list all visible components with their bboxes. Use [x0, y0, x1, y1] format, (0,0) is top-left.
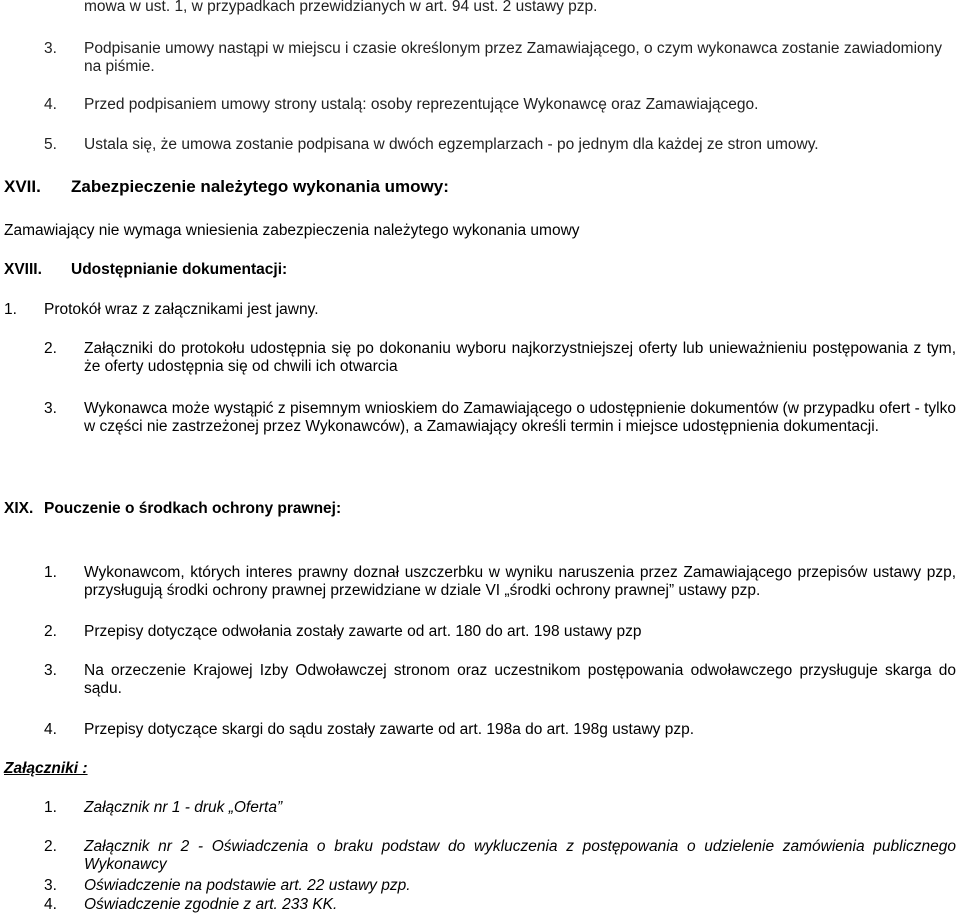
section-title: Zabezpieczenie należytego wykonania umowy:	[71, 177, 449, 196]
section-title: Udostępnianie dokumentacji:	[71, 261, 288, 278]
list-text: Przed podpisaniem umowy strony ustalą: osoby reprezentujące Wykonawcę oraz Zamawiającego.	[84, 96, 759, 113]
list-text: Podpisanie umowy nastąpi w miejscu i czasie określonym przez Zamawiającego, o czym wykonawca zostanie zawiadomiony na piśmie.	[84, 40, 943, 75]
list-number: 2.	[44, 623, 57, 640]
list-number: 3.	[44, 877, 57, 894]
section-text: Zamawiający nie wymaga wniesienia zabezpieczenia należytego wykonania umowy	[4, 222, 580, 239]
attachment-text: Oświadczenie na podstawie art. 22 ustawy pzp.	[84, 877, 411, 894]
list-number: 3.	[44, 40, 57, 57]
list-text: Ustala się, że umowa zostanie podpisana w dwóch egzemplarzach - po jednym dla każdej ze stron umowy.	[84, 136, 819, 153]
list-number: 3.	[44, 662, 57, 679]
list-number: 1.	[44, 799, 57, 816]
attachment-text: Załącznik nr 1 - druk „Oferta”	[84, 799, 283, 816]
list-number: 3.	[44, 400, 57, 417]
section-title: Pouczenie o środkach ochrony prawnej:	[44, 500, 342, 517]
list-text: Na orzeczenie Krajowej Izby Odwoławczej stronom oraz uczestnikom postępowania odwoławczego przysługuje skarga do sądu.	[84, 662, 956, 697]
attachments-heading: Załączniki :	[4, 760, 88, 777]
list-text: Protokół wraz z załącznikami jest jawny.	[44, 301, 319, 318]
list-number: 4.	[44, 96, 57, 113]
list-text: Załączniki do protokołu udostępnia się po dokonaniu wyboru najkorzystniejszej oferty lub unieważnieniu postępowania z tym, że oferty udostępnia się od chwili ich otwarcia	[84, 340, 956, 375]
attachment-text: Załącznik nr 2 - Oświadczenia o braku podstaw do wykluczenia z postępowania o udzielenie zamówienia publicznego Wykonawcy	[84, 838, 956, 873]
section-number: XVII.	[4, 177, 41, 196]
list-number: 5.	[44, 136, 57, 153]
list-number: 4.	[44, 721, 57, 738]
section-number: XIX.	[4, 500, 34, 517]
list-number: 2.	[44, 838, 57, 855]
list-number: 2.	[44, 340, 57, 357]
attachment-text: Oświadczenie zgodnie z art. 233 KK.	[84, 896, 338, 913]
list-number: 4.	[44, 896, 57, 913]
list-text: Wykonawcom, których interes prawny doznał uszczerbku w wyniku naruszenia przez Zamawiającego przepisów ustawy pzp, przysługują środki ochrony prawnej przewidziane w dziale VI „środki ochrony prawnej” ustawy pzp.	[84, 564, 956, 599]
list-number: 1.	[4, 301, 17, 318]
continuation-line: mowa w ust. 1, w przypadkach przewidzianych w art. 94 ust. 2 ustawy pzp.	[84, 0, 598, 15]
list-text: Wykonawca może wystąpić z pisemnym wnioskiem do Zamawiającego o udostępnienie dokumentów (w przypadku ofert - tylko w części nie zastrzeżonej przez Wykonawców), a Zamawiający określi termin i miejsce udostępnienia dokumentacji.	[84, 400, 956, 435]
section-number: XVIII.	[4, 261, 42, 278]
list-text: Przepisy dotyczące skargi do sądu zostały zawarte od art. 198a do art. 198g ustawy pzp.	[84, 721, 694, 738]
list-text: Przepisy dotyczące odwołania zostały zawarte od art. 180 do art. 198 ustawy pzp	[84, 623, 642, 640]
list-number: 1.	[44, 564, 57, 581]
